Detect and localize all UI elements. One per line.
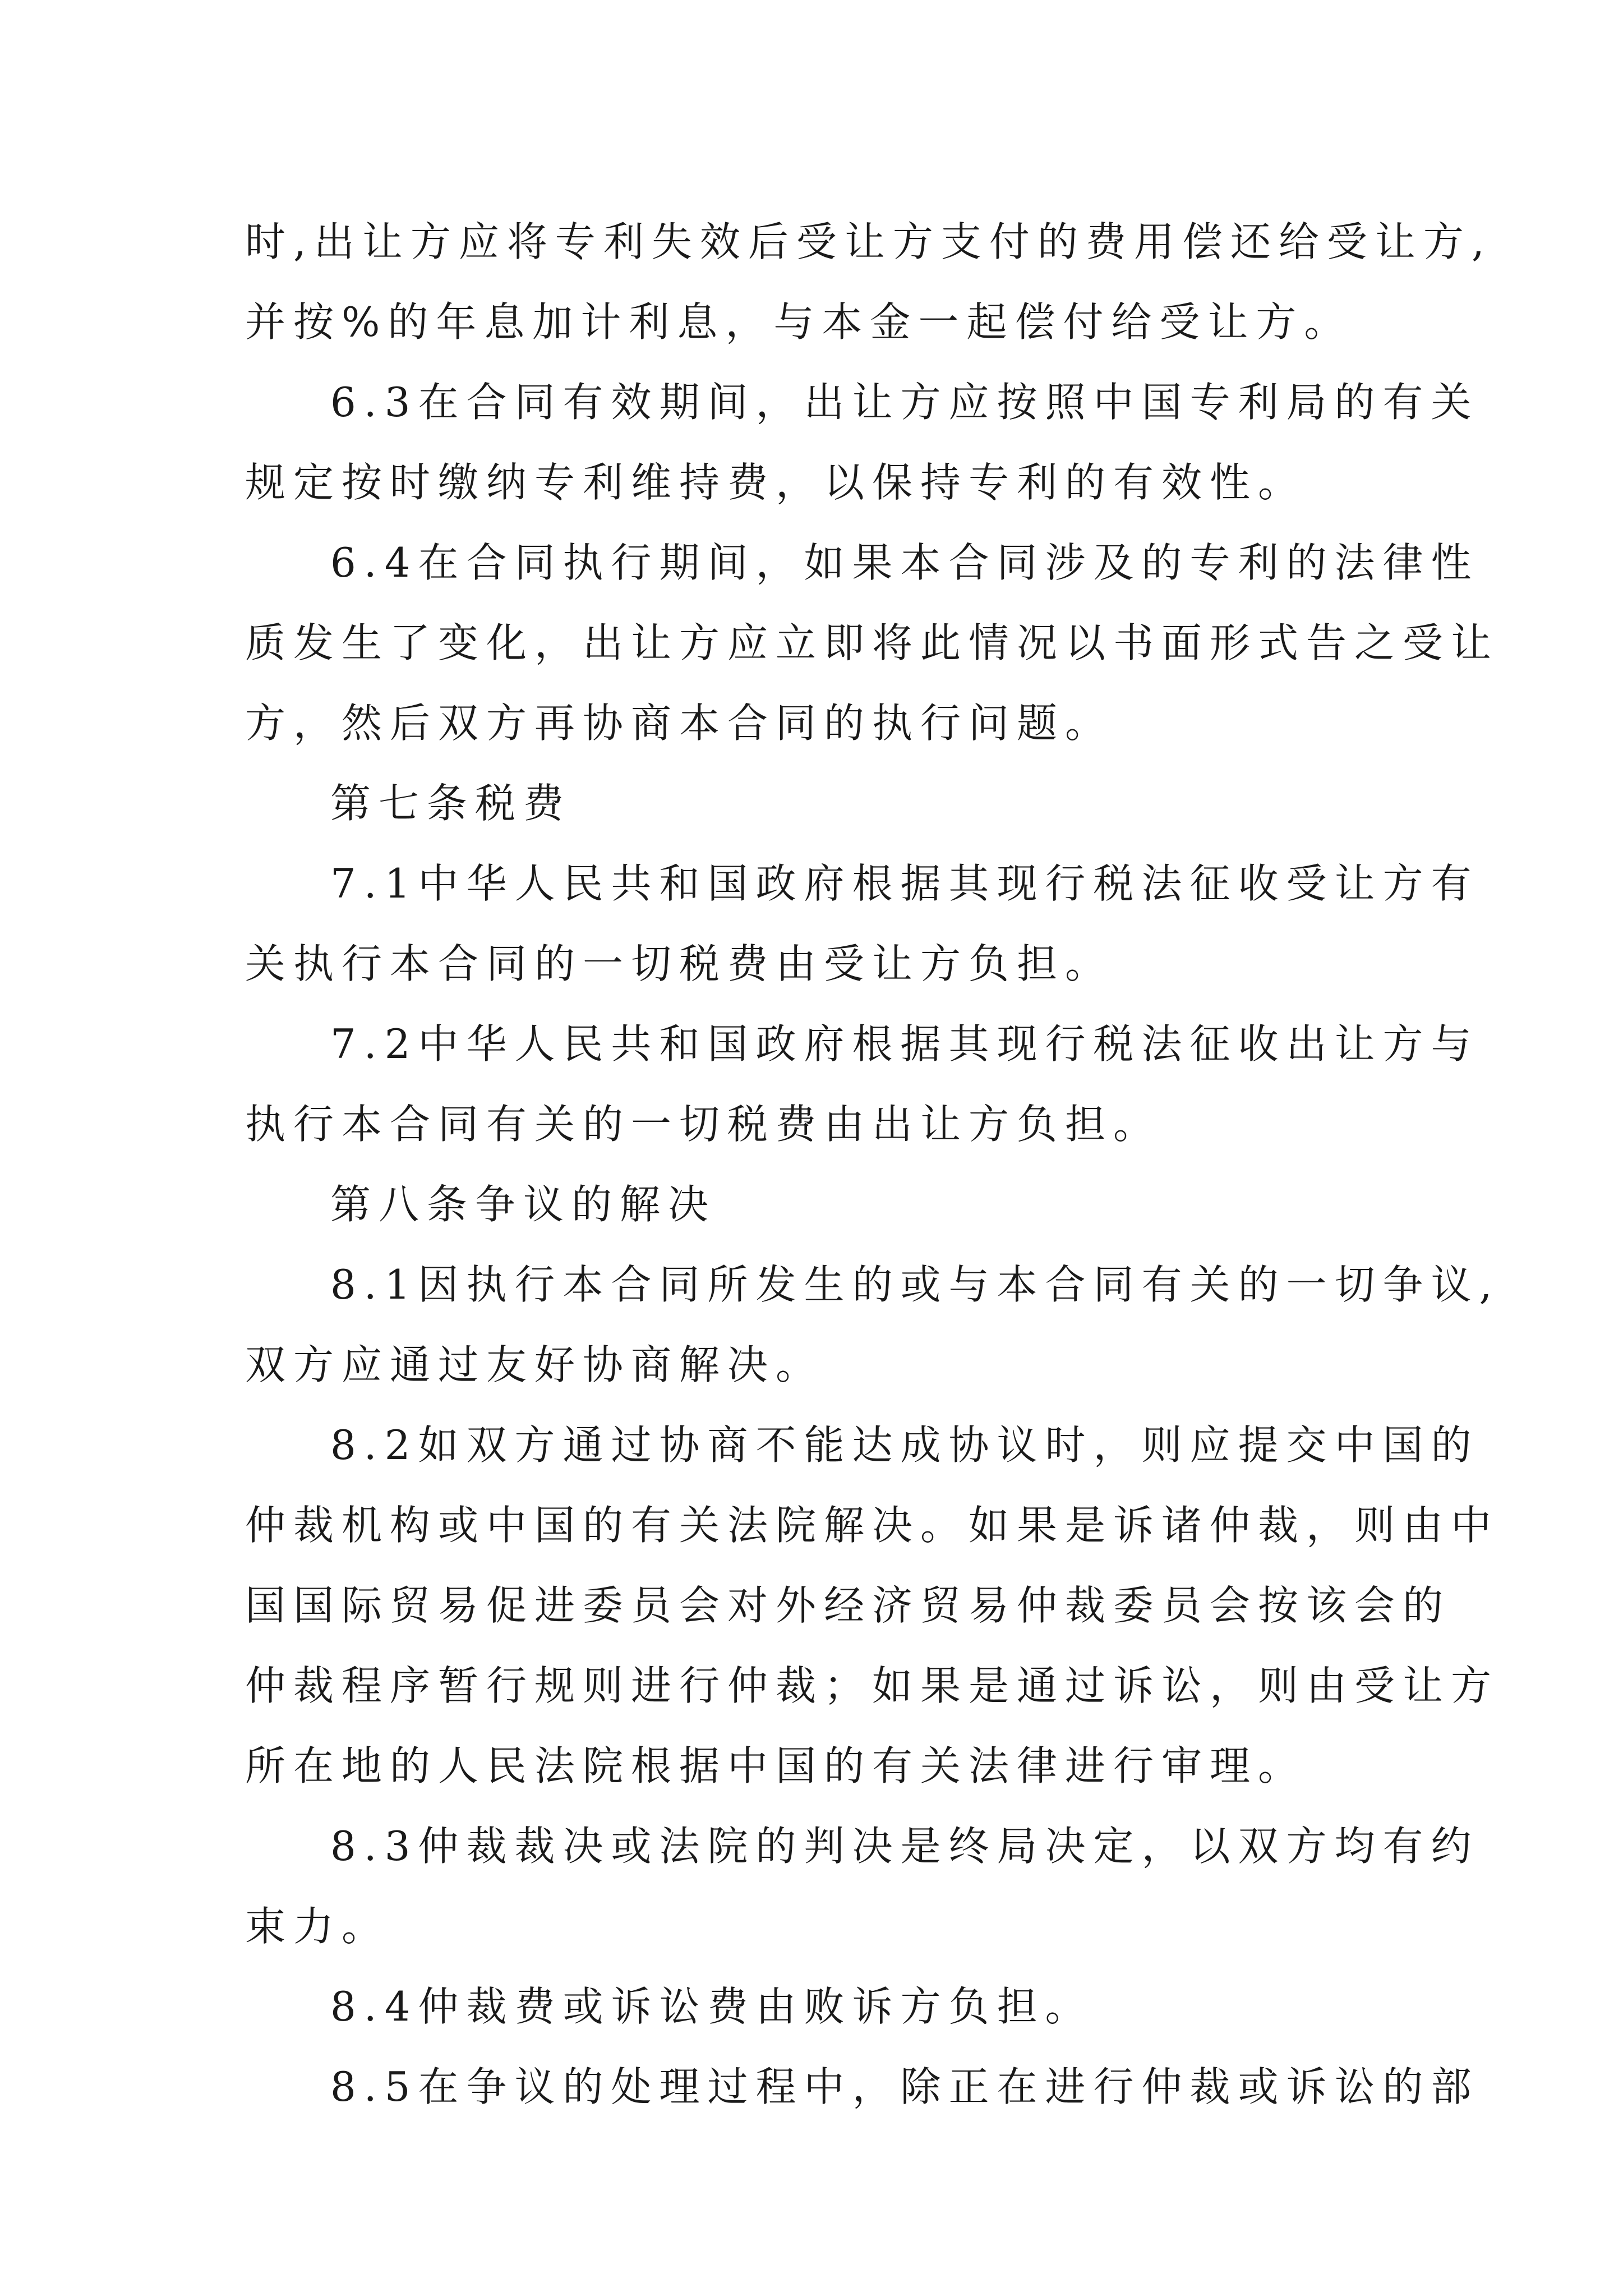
text-line: 并按%的年息加计利息，与本金一起偿付给受让方。 — [245, 298, 1353, 346]
clause-8-1: 8.1因执行本合同所发生的或与本合同有关的一切争议, — [330, 1261, 1500, 1308]
clause-8-3: 8.3仲裁裁决或法院的判决是终局决定，以双方均有约 — [330, 1823, 1479, 1870]
clause-7-1: 7.1中华人民共和国政府根据其现行税法征收受让方有 — [330, 860, 1479, 907]
text-line: 时,出让方应将专利失效后受让方支付的费用偿还给受让方, — [245, 218, 1492, 265]
clause-8-2: 8.2如双方通过协商不能达成协议时，则应提交中国的 — [330, 1421, 1479, 1469]
text-line: 质发生了变化，出让方应立即将此情况以书面形式告之受让 — [245, 619, 1500, 666]
clause-8-4: 8.4仲裁费或诉讼费由败诉方负担。 — [330, 1983, 1094, 2030]
article-7-heading: 第七条税费 — [330, 780, 572, 827]
clause-6-3: 6.3在合同有效期间，出让方应按照中国专利局的有关 — [330, 379, 1479, 426]
text-line: 仲裁机构或中国的有关法院解决。如果是诉诸仲裁，则由中 — [245, 1502, 1500, 1549]
text-line: 仲裁程序暂行规则进行仲裁；如果是通过诉讼，则由受让方 — [245, 1662, 1500, 1709]
clause-6-4: 6.4在合同执行期间，如果本合同涉及的专利的法律性 — [330, 539, 1479, 586]
text-line: 规定按时缴纳专利维持费，以保持专利的有效性。 — [245, 459, 1307, 506]
text-line: 束力。 — [245, 1903, 390, 1950]
clause-7-2: 7.2中华人民共和国政府根据其现行税法征收出让方与 — [330, 1020, 1479, 1068]
text-line: 所在地的人民法院根据中国的有关法律进行审理。 — [245, 1742, 1307, 1789]
text-line: 执行本合同有关的一切税费由出让方负担。 — [245, 1101, 1162, 1148]
text-line: 双方应通过友好协商解决。 — [245, 1341, 824, 1388]
text-line: 方，然后双方再协商本合同的执行问题。 — [245, 700, 1114, 747]
document-body — [245, 202, 1500, 2127]
article-8-heading: 第八条争议的解决 — [330, 1181, 717, 1228]
text-line: 国国际贸易促进委员会对外经济贸易仲裁委员会按该会的 — [245, 1582, 1451, 1629]
text-line: 关执行本合同的一切税费由受让方负担。 — [245, 940, 1114, 987]
clause-8-5: 8.5在争议的处理过程中，除正在进行仲裁或诉讼的部 — [330, 2063, 1479, 2110]
